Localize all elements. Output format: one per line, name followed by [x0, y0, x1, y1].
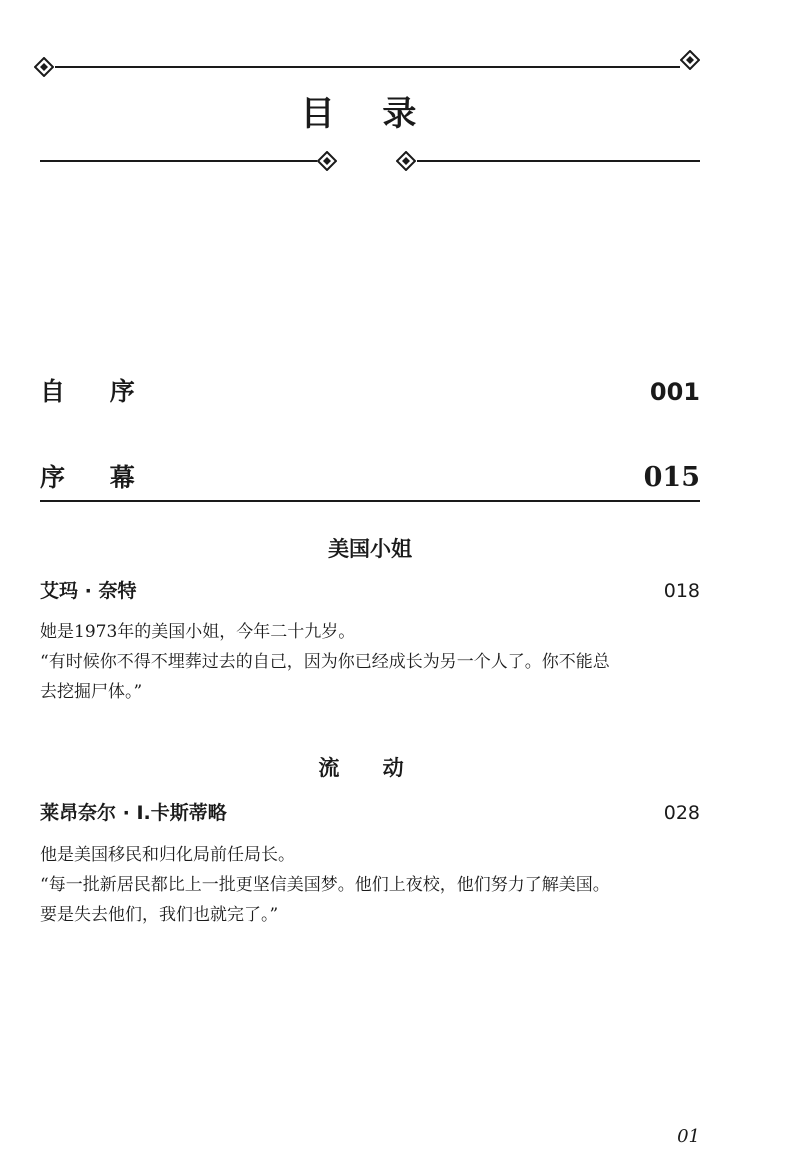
description-line: 他是美国移民和归化局前任局长。 [40, 845, 295, 865]
toc-entry-name: 艾玛 · 奈特 [40, 580, 137, 602]
toc-entry-description [40, 840, 700, 930]
toc-entry-lionel-castillo[interactable] [40, 798, 700, 825]
toc-entry-emma-knight[interactable] [40, 576, 700, 603]
toc-entry-preface[interactable] [40, 372, 700, 408]
toc-entry-prologue[interactable] [40, 458, 700, 494]
diamond-ornament-icon [317, 151, 337, 171]
toc-entry-page: 015 [643, 462, 700, 493]
toc-entry-page: 001 [649, 378, 700, 406]
diamond-ornament-icon [34, 57, 54, 77]
page-number: 01 [677, 1126, 700, 1147]
diamond-ornament-icon [680, 50, 700, 70]
toc-entry-page: 018 [663, 580, 700, 602]
section-heading-flow: 流 动 [318, 756, 422, 780]
description-line: 她是1973年的美国小姐，今年二十九岁。 [40, 622, 356, 642]
toc-entry-description [40, 617, 700, 707]
description-line: “每一批新居民都比上一批更坚信美国梦。他们上夜校，他们努力了解美国。 [40, 875, 610, 895]
diamond-ornament-icon [396, 151, 416, 171]
description-line: “有时候你不得不埋葬过去的自己，因为你已经成长为另一个人了。你不能总 [40, 652, 610, 672]
description-line: 要是失去他们，我们也就完了。” [40, 905, 279, 925]
toc-entry-title: 序 幕 [40, 463, 153, 492]
page-title: 目 录 [300, 94, 435, 134]
toc-entry-title: 自 序 [40, 377, 153, 406]
toc-entry-page: 028 [663, 802, 700, 824]
section-divider [40, 500, 700, 502]
description-line: 去挖掘尸体。” [40, 682, 143, 702]
toc-entry-name: 莱昂奈尔 · I.卡斯蒂略 [40, 802, 227, 824]
section-heading-miss-america: 美国小姐 [328, 537, 412, 561]
